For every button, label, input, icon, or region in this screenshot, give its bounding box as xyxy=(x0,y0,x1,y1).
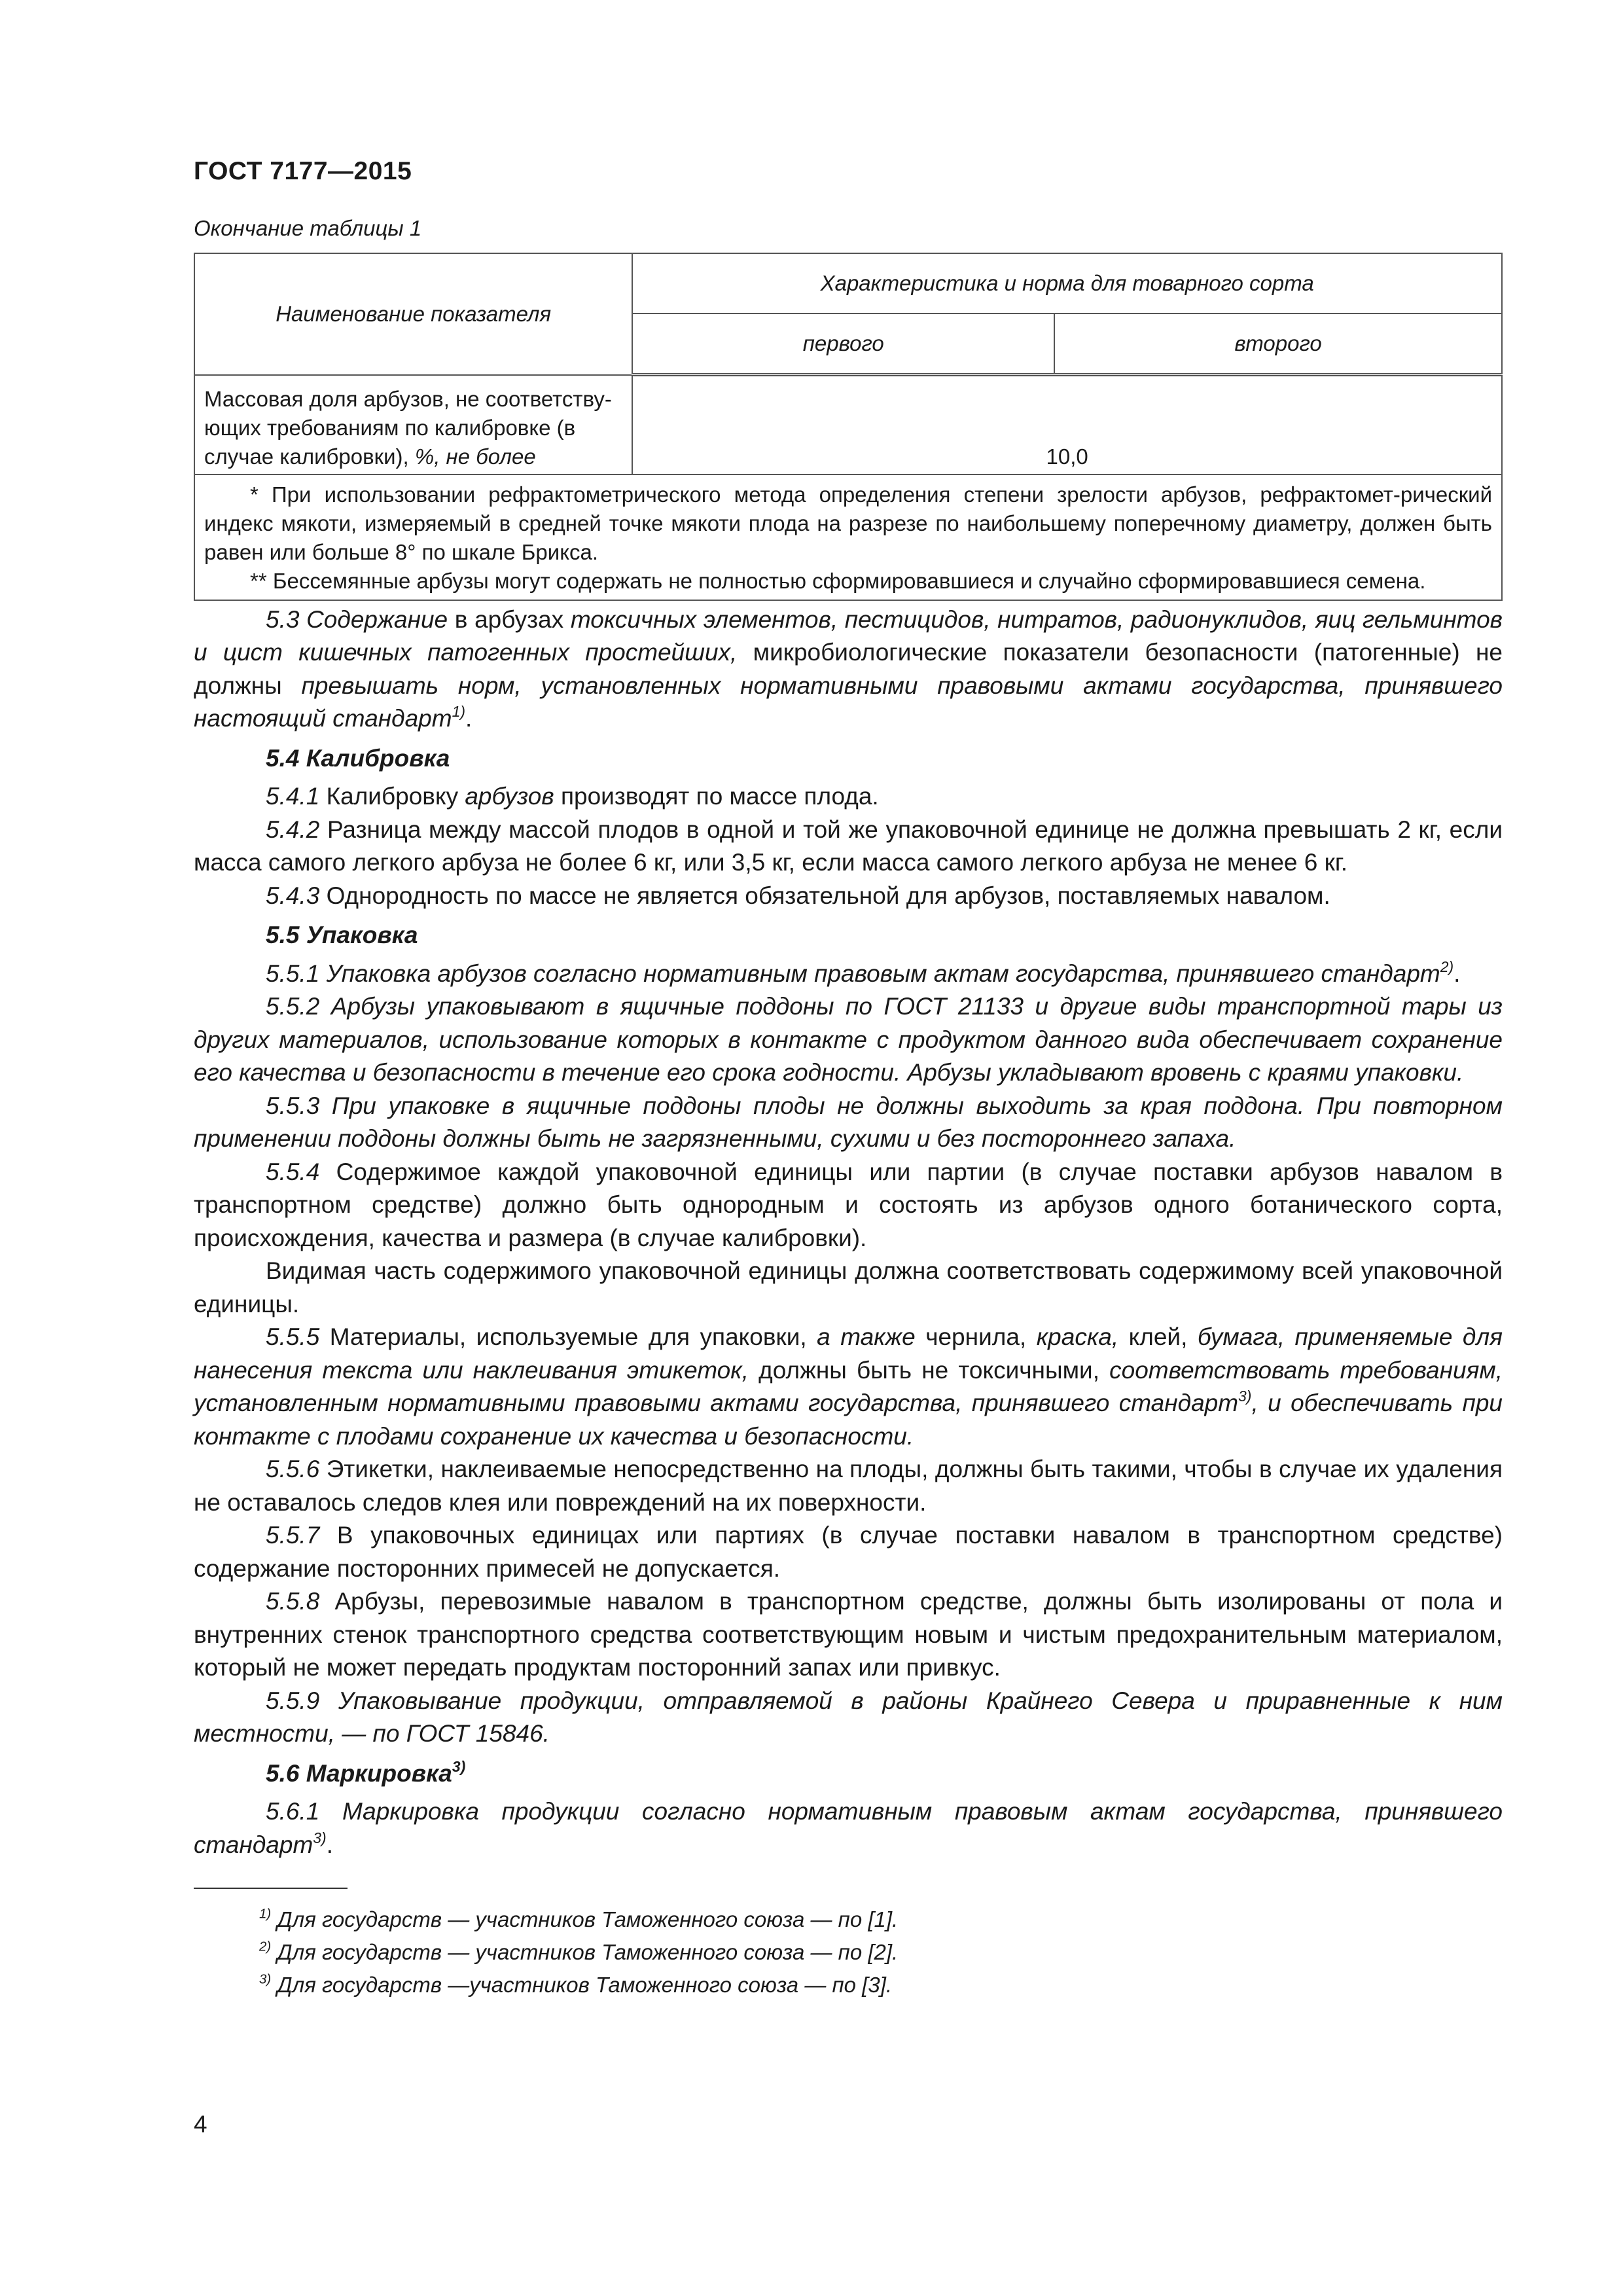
footnote-mark: 1) xyxy=(259,1906,272,1922)
text-run: . xyxy=(1454,960,1461,987)
col-header-second: второго xyxy=(1054,314,1502,375)
heading-5-6 xyxy=(194,1757,1503,1791)
clause-number: 5.5.8 xyxy=(266,1588,320,1615)
text-run: 5.5.3 При упаковке в ящичные поддоны плоды не должны выходить за края поддона. При повторном применении поддоны должны быть не загрязненными, сухими и без постороннего запаха. xyxy=(194,1092,1503,1152)
paragraph-5-5-9 xyxy=(194,1685,1503,1751)
text-run: микробиологические показатели безопасности (патогенные) не должны xyxy=(194,639,1503,699)
footnote-mark: 2) xyxy=(259,1939,272,1954)
paragraph-5-5-5 xyxy=(194,1321,1503,1453)
text-run: Содержимое каждой упаковочной единицы или партии (в случае поставки арбузов навалом в транспортном средстве) должно быть однородным и состоять из арбузов одного ботанического сорта, происхождения, качества и размера (в случае калибровки). xyxy=(194,1158,1503,1251)
paragraph-5-5-4-cont: Видимая часть содержимого упаковочной единицы должна соответствовать содержимому всей упаковочной единицы. xyxy=(194,1257,1503,1318)
paragraph-5-5-8 xyxy=(194,1585,1503,1685)
footnote-1 xyxy=(259,1903,1503,1936)
text-run: Этикетки, наклеиваемые непосредственно на плоды, должны быть такими, чтобы в случае их удаления не оставалось следов клея или повреждений на их поверхности. xyxy=(194,1456,1503,1516)
text-run: . xyxy=(326,1831,333,1858)
text-run: токсичных элементов, пестицидов, нитратов, радионуклидов, яиц гельминтов и цист кишечных патогенных простейших, xyxy=(194,605,1503,666)
row-name-text: Массовая доля арбузов, не соответству-ющих требованиям по калибровке (в случае калибровки), xyxy=(204,386,612,469)
paragraph-5-4-1 xyxy=(194,780,1503,814)
table-caption: Окончание таблицы 1 xyxy=(194,216,422,240)
text-run: клей, xyxy=(1118,1323,1198,1350)
text-run: Материалы, используемые для упаковки, xyxy=(319,1323,817,1350)
clause-number: 5.5.6 xyxy=(266,1456,320,1482)
col-header-first: первого xyxy=(632,314,1054,375)
clause-number: 5.4.1 xyxy=(266,783,320,810)
paragraph-5-4-3 xyxy=(194,880,1503,913)
footnote-mark: 3) xyxy=(259,1971,272,1987)
row-name-unit: %, не более xyxy=(414,444,536,469)
footnotes xyxy=(194,1903,1503,2001)
table-row-name xyxy=(194,375,632,475)
paragraph-5-6-1 xyxy=(194,1795,1503,1861)
text-run: превышать норм, установленных нормативными правовыми актами государства, принявшего настоящий стандарт xyxy=(194,672,1503,732)
document-body xyxy=(194,603,1503,1862)
table-note-2: ** Бессемянные арбузы могут содержать не полностью сформировавшиеся и случайно сформировавшиеся семена. xyxy=(250,568,1426,593)
text-run: Арбузы, перевозимые навалом в транспортном средстве, должны быть изолированы от пола и внутренних стенок транспортного средства соответствующим новым и чистым предохранительным материалом, который не может передать продуктам посторонний запах или привкус. xyxy=(194,1588,1503,1681)
characteristics-table xyxy=(194,253,1503,601)
paragraph-5-5-6 xyxy=(194,1453,1503,1519)
paragraph-5-5-4 xyxy=(194,1156,1503,1255)
text-run: Однородность по массе не является обязательной для арбузов, поставляемых навалом. xyxy=(319,882,1330,909)
page-number: 4 xyxy=(194,2111,207,2138)
heading-5-5: 5.5 Упаковка xyxy=(266,922,418,948)
paragraph-5-5-7 xyxy=(194,1519,1503,1585)
clause-number: 5.5.4 xyxy=(266,1158,320,1185)
table-notes xyxy=(194,475,1502,600)
col-header-name: Наименование показателя xyxy=(194,253,632,375)
text-run: а также xyxy=(817,1323,916,1350)
clause-number: 5.5.5 xyxy=(266,1323,320,1350)
text-run: чернила, xyxy=(915,1323,1037,1350)
clause-number: 5.5.7 xyxy=(266,1522,320,1549)
clause-number: 5.4.2 xyxy=(266,816,320,843)
clause-number: 5.4.3 xyxy=(266,882,320,909)
paragraph-5-5-3 xyxy=(194,1090,1503,1156)
text-run: 5.5.9 Упаковывание продукции, отправляемой в районы Крайнего Севера и приравненные к ним местности, — по ГОСТ 15846. xyxy=(194,1687,1503,1747)
paragraph-5-3 xyxy=(194,603,1503,736)
document-page xyxy=(194,157,1503,2001)
text-run: соответствовать требованиям, установленным нормативными правовыми актами государства, принявшего стандарт xyxy=(194,1356,1503,1416)
text-run: 5.5.2 Арбузы упаковывают в ящичные поддоны по ГОСТ 21133 и другие виды транспортной тары из других материалов, использование которых в контакте с продуктом данного вида обеспечивает сохранение его качества и безопасности в течение его срока годности. Арбузы укладывают вровень с краями упаковки. xyxy=(194,993,1503,1086)
text-run: 5.6.1 Маркировка продукции согласно нормативным правовым актам государства, принявшего стандарт xyxy=(194,1798,1503,1858)
footnote-divider xyxy=(194,1888,348,1889)
paragraph-5-5-2 xyxy=(194,990,1503,1090)
footnote-ref: 3) xyxy=(452,1757,466,1775)
text-run: 5.5.1 Упаковка арбузов согласно нормативным правовым актам государства, принявшего стандарт xyxy=(266,960,1440,987)
text-run: . xyxy=(465,705,473,732)
text-run: должны быть не токсичными, xyxy=(749,1356,1110,1384)
text-run: Калибровку xyxy=(319,783,465,810)
text-run: арбузов xyxy=(465,783,554,810)
col-header-group: Характеристика и норма для товарного сорта xyxy=(632,253,1502,314)
paragraph-5-5-1 xyxy=(194,958,1503,991)
text-run: бумага, применяемые для нанесения текста или наклеивания этикеток, xyxy=(194,1323,1503,1384)
paragraph-5-4-2 xyxy=(194,814,1503,880)
text-run: 5.3 Содержание xyxy=(266,605,448,633)
text-run: в арбузах xyxy=(448,605,571,633)
footnote-text: Для государств — участников Таможенного союза — по [2]. xyxy=(277,1940,899,1964)
text-run: , и обеспечивать при контакте с плодами сохранение их качества и безопасности. xyxy=(194,1390,1503,1450)
footnote-ref: 3) xyxy=(313,1829,327,1846)
footnote-ref: 2) xyxy=(1440,958,1454,975)
footnote-text: Для государств —участников Таможенного союза — по [3]. xyxy=(277,1973,893,1997)
text-run: производят по массе плода. xyxy=(554,783,879,810)
footnote-ref: 1) xyxy=(452,703,465,721)
heading-text: 5.6 Маркировка xyxy=(266,1759,452,1787)
text-run: Разница между массой плодов в одной и той же упаковочной единице не должна превышать 2 кг, если масса самого легкого арбуза не более 6 кг, или 3,5 кг, если масса самого легкого арбуза не менее 6 кг. xyxy=(194,816,1503,876)
footnote-2 xyxy=(259,1936,1503,1969)
footnote-text: Для государств — участников Таможенного союза — по [1]. xyxy=(277,1907,899,1931)
footnote-ref: 3) xyxy=(1238,1388,1252,1405)
text-run: В упаковочных единицах или партиях (в случае поставки навалом в транспортном средстве) содержание посторонних примесей не допускается. xyxy=(194,1522,1503,1582)
footnote-3 xyxy=(259,1969,1503,2001)
heading-5-4: 5.4 Калибровка xyxy=(266,744,450,772)
text-run: краска, xyxy=(1036,1323,1119,1350)
table-note-1: * При использовании рефрактометрического метода определения степени зрелости арбузов, рефрактомет-рический индекс мякоти, измеряемый в средней точке мякоти плода на разрезе по наибольшему поперечному диаметру, должен быть равен или больше 8° по шкале Брикса. xyxy=(204,482,1492,564)
document-title: ГОСТ 7177—2015 xyxy=(194,157,412,185)
table-row-value: 10,0 xyxy=(632,375,1502,475)
